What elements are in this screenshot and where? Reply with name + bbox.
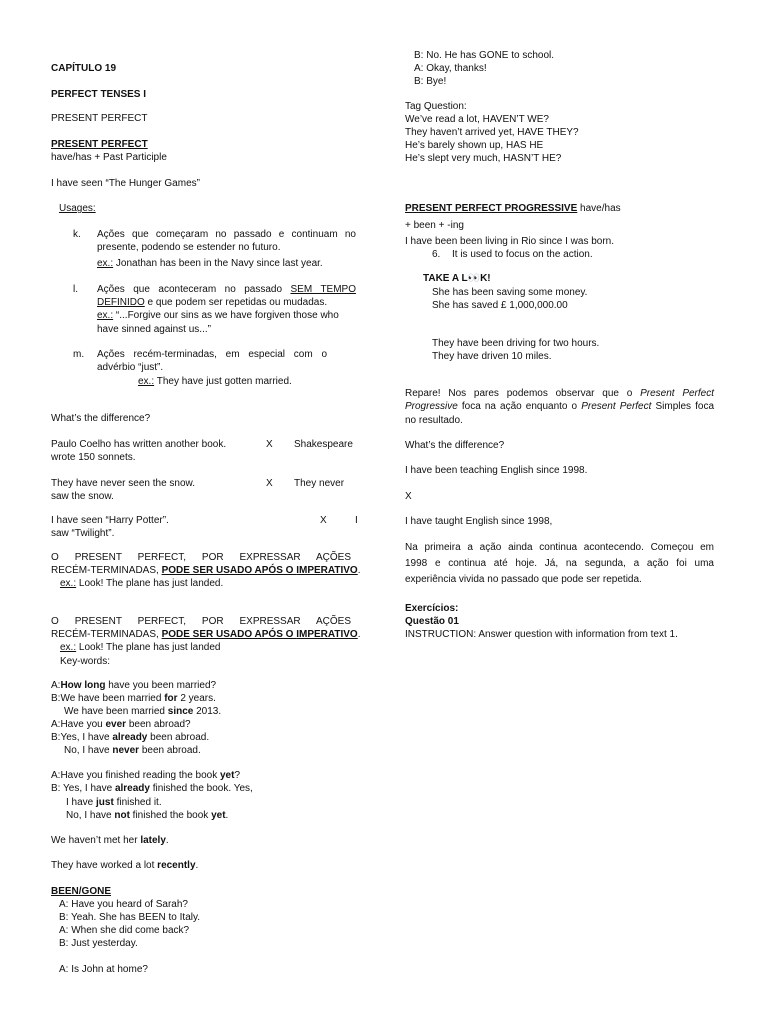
imperative-example: ex.: Look! The plane has just landed: [60, 642, 221, 653]
usage-example: ex.: Jonathan has been in the Navy since last year.: [97, 258, 323, 269]
exercises-heading: Exercícios:: [405, 603, 459, 614]
imperative-note: O PRESENT PERFECT, POR EXPRESSAR AÇÕES: [51, 552, 351, 563]
usage-example-cont: have sinned against us...”: [97, 324, 211, 335]
keyword-line: B: Yes, I have already finished the book. Yes,: [51, 783, 253, 794]
look-line: She has saved £ 1,000,000.00: [432, 300, 568, 311]
repare-note: Repare! Nos pares podemos observar que o Present Perfect: [405, 388, 714, 399]
keyword-line: A:Have you ever been abroad?: [51, 719, 191, 730]
compare-a: I have seen “Harry Potter”.: [51, 515, 169, 526]
dialogue-line: A: Okay, thanks!: [414, 63, 487, 74]
instruction: INSTRUCTION: Answer question with information from text 1.: [405, 629, 678, 640]
keywords-label: Key-words:: [60, 656, 111, 667]
usage-marker: k.: [73, 229, 81, 240]
dialogue-line: B: Just yesterday.: [59, 938, 138, 949]
look-line: They have been driving for two hours.: [432, 338, 600, 349]
explanation: 1998 e continua até hoje. Já, na segunda, a ação foi uma: [405, 558, 714, 569]
compare-c: saw the snow.: [51, 491, 114, 502]
usages-label: Usages:: [59, 203, 96, 214]
repare-note: no resultado.: [405, 415, 463, 426]
dialogue-line: B: Yeah. She has BEEN to Italy.: [59, 912, 201, 923]
chapter-title: CAPÍTULO 19: [51, 63, 117, 74]
compare-b: I: [355, 515, 358, 526]
difference-question: What’s the difference?: [51, 413, 151, 424]
tag-question-line: He’s barely shown up, HAS HE: [405, 140, 544, 151]
teach-example: I have been teaching English since 1998.: [405, 465, 588, 476]
usage-text: advérbio “just”.: [97, 362, 164, 373]
example-intro: I have seen “The Hunger Games”: [51, 178, 200, 189]
dialogue-line: B: No. He has GONE to school.: [414, 50, 555, 61]
dialogue-line: A: Have you heard of Sarah?: [59, 899, 188, 910]
tag-question-line: They haven’t arrived yet, HAVE THEY?: [405, 127, 579, 138]
keyword-line: B:We have been married for 2 years.: [51, 693, 216, 704]
usage-text: DEFINIDO e que podem ser repetidas ou mudadas.: [97, 297, 328, 308]
keyword-line: No, I have not finished the book yet.: [66, 810, 229, 821]
keyword-line: We haven’t met her lately.: [51, 835, 169, 846]
usage-text: Ações que começaram no passado e continuam no: [97, 229, 356, 240]
imperative-note: RECÉM-TERMINADAS, PODE SER USADO APÓS O IMPERATIVO.: [51, 629, 361, 640]
repare-note: Progressive foca na ação enquanto o Present Perfect Simples foca: [405, 401, 715, 412]
tag-question-label: Tag Question:: [405, 101, 467, 112]
explanation: experiência vivida no passado que pode ser repetida.: [405, 574, 642, 585]
question-heading: Questão 01: [405, 616, 459, 627]
compare-x: X: [266, 478, 273, 489]
compare-c: wrote 150 sonnets.: [51, 452, 136, 463]
section-title: PERFECT TENSES I: [51, 89, 147, 100]
look-line: They have driven 10 miles.: [432, 351, 552, 362]
compare-a: They have never seen the snow.: [51, 478, 195, 489]
dialogue-line: A: When she did come back?: [59, 925, 190, 936]
tag-question-line: We’ve read a lot, HAVEN’T WE?: [405, 114, 549, 125]
usage-text: presente, podendo se estender no futuro.: [97, 242, 281, 253]
present-perfect-formula: have/has + Past Participle: [51, 152, 167, 163]
compare-a: Paulo Coelho has written another book.: [51, 439, 227, 450]
take-a-look-heading: TAKE A L👀K!: [423, 273, 491, 284]
compare-x: X: [320, 515, 327, 526]
keyword-line: We have been married since 2013.: [64, 706, 222, 717]
present-perfect-heading: PRESENT PERFECT: [51, 139, 148, 150]
compare-x: X: [405, 491, 412, 502]
keyword-line: They have worked a lot recently.: [51, 860, 199, 871]
teach-example: I have taught English since 1998,: [405, 516, 553, 527]
explanation: Na primeira a ação ainda continua acontecendo. Começou em: [405, 542, 714, 553]
imperative-example: ex.: Look! The plane has just landed.: [60, 578, 224, 589]
keyword-line: I have just finished it.: [66, 797, 162, 808]
keyword-line: B:Yes, I have already been abroad.: [51, 732, 210, 743]
compare-b: They never: [294, 478, 345, 489]
imperative-note: O PRESENT PERFECT, POR EXPRESSAR AÇÕES: [51, 616, 351, 627]
ppp-formula: + been + -ing: [405, 220, 464, 231]
imperative-note: RECÉM-TERMINADAS, PODE SER USADO APÓS O IMPERATIVO.: [51, 565, 361, 576]
ppp-example: I have been been living in Rio since I was born.: [405, 236, 615, 247]
ppp-heading: PRESENT PERFECT PROGRESSIVE have/has: [405, 203, 621, 214]
compare-c: saw “Twilight”.: [51, 528, 115, 539]
difference-question: What’s the difference?: [405, 440, 505, 451]
ppp-use: It is used to focus on the action.: [452, 249, 593, 260]
section-subtitle: PRESENT PERFECT: [51, 113, 148, 124]
look-line: She has been saving some money.: [432, 287, 588, 298]
usage-marker: m.: [73, 349, 85, 360]
keyword-line: A:How long have you been married?: [51, 680, 217, 691]
dialogue-line: B: Bye!: [414, 76, 447, 87]
usage-example: ex.: “...Forgive our sins as we have forgiven those who: [97, 310, 339, 321]
been-gone-heading: BEEN/GONE: [51, 886, 112, 897]
keyword-line: No, I have never been abroad.: [64, 745, 201, 756]
compare-b: Shakespeare: [294, 439, 353, 450]
tag-question-line: He’s slept very much, HASN’T HE?: [405, 153, 562, 164]
ppp-use-marker: 6.: [432, 249, 441, 260]
usage-text: Ações recém-terminadas, em especial com o: [97, 349, 327, 360]
dialogue-line: A: Is John at home?: [59, 964, 148, 975]
compare-x: X: [266, 439, 273, 450]
usage-text: Ações que aconteceram no passado SEM TEMPO: [97, 284, 357, 295]
usage-marker: l.: [73, 284, 78, 295]
usage-example: ex.: They have just gotten married.: [138, 376, 292, 387]
keyword-line: A:Have you finished reading the book yet?: [51, 770, 241, 781]
